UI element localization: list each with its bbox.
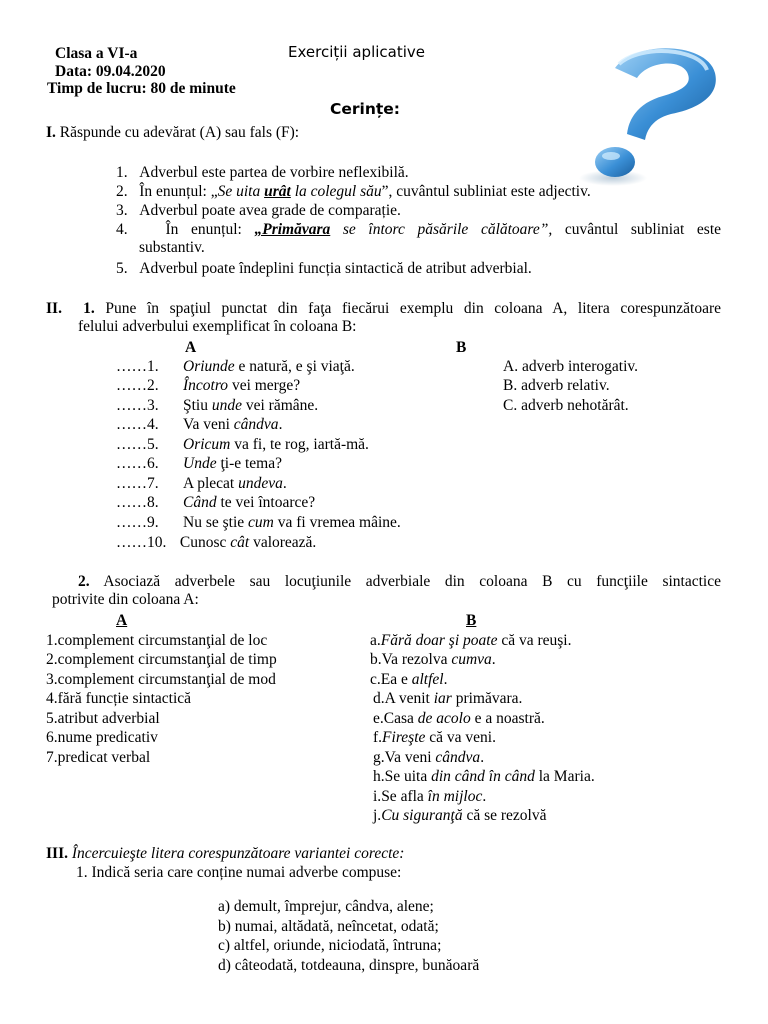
ex2-function-4: 4.fără funcție sintactică [46,690,192,707]
time-line: Timp de lucru: 80 de minute [47,80,236,97]
ex1-item-1: ……1. Oriunde e natură, e şi viaţă. [116,358,355,375]
s3-option-c: c) altfel, oriunde, niciodată, întruna; [218,937,442,954]
ex1-item-5: ……5. Oricum va fi, te rog, iartă-mă. [116,436,369,453]
ex1-item-8: ……8. Când te vei întoarce? [116,494,316,511]
section-2-ex1-instruction: II. 1. Pune în spaţiul punctat din faţa fiecărui exemplu din coloana A, litera corespunzătoare felului adverbului exemplificat în coloana B: [46,300,722,335]
ex2-col-b-header: B [466,612,477,629]
ex1-col-a-header: A [185,339,197,356]
ex1-col-b-header: B [456,339,467,356]
ex2-function-2: 2.complement circumstanţial de timp [46,651,277,668]
s1-item-2: 2. În enunțul: „Se uita urât la colegul său”, cuvântul subliniat este adjectiv. [116,183,591,200]
ex2-example-a: a.Fără doar şi poate că va reuşi. [370,632,572,649]
ex2-function-1: 1.complement circumstanţial de loc [46,632,268,649]
requirements-heading: Cerințe: [330,100,400,118]
ex1-item-7: ……7. A plecat undeva. [116,475,287,492]
ex2-function-5: 5.atribut adverbial [46,710,160,727]
ex1-item-10: ……10. Cunosc cât valorează. [116,534,317,551]
s1-item-1: 1. Adverbul este partea de vorbire neflexibilă. [116,164,409,181]
page-title: Exerciții aplicative [288,43,425,61]
s3-option-d: d) câteodată, totdeauna, dinspre, bunăoară [218,957,480,974]
ex2-example-h: h.Se uita din când în când la Maria. [373,768,595,785]
class-line: Clasa a VI-a [55,45,138,62]
ex2-example-b: b.Va rezolva cumva. [370,651,496,668]
ex2-example-i: i.Se afla în mijloc. [373,788,487,805]
section-1-instruction: I. Răspunde cu adevărat (A) sau fals (F): [46,124,300,141]
ex1-item-9: ……9. Nu se ştie cum va fi vremea mâine. [116,514,401,531]
question-mark-icon [575,38,725,188]
s3-option-a: a) demult, împrejur, cândva, alene; [218,898,434,915]
ex2-example-d: d.A venit iar primăvara. [373,690,523,707]
ex2-example-c: c.Ea e altfel. [370,671,448,688]
date-line: Data: 09.04.2020 [55,63,166,80]
s1-item-3: 3. Adverbul poate avea grade de comparație. [116,202,401,219]
s3-option-b: b) numai, altădată, neîncetat, odată; [218,918,439,935]
ex1-option-b: B. adverb relativ. [503,377,610,394]
s1-item-5: 5. Adverbul poate îndeplini funcția sintactică de atribut adverbial. [116,260,532,277]
ex1-item-3: ……3. Ştiu unde vei rămâne. [116,397,319,414]
ex2-example-g: g.Va veni cândva. [373,749,485,766]
ex2-example-e: e.Casa de acolo e a noastră. [373,710,545,727]
ex2-col-a-header: A [116,612,128,629]
section-2-ex2-instruction: 2. Asociază adverbele sau locuţiunile adverbiale din coloana B cu funcţiile sintactice potrivite din coloana A: [52,573,721,608]
section-3-instruction: III. Încercuieşte litera corespunzătoare variantei corecte: [46,845,405,862]
ex1-option-c: C. adverb nehotărât. [503,397,629,414]
ex2-example-j: j.Cu siguranţă că se rezolvă [373,807,547,824]
ex2-example-f: f.Fireşte că va veni. [373,729,496,746]
s1-item-4: 4. În enunțul: „Primăvara se întorc păsările călătoare”, cuvântul subliniat este substantiv. [116,221,722,256]
ex1-item-2: ……2. Încotro vei merge? [116,377,301,394]
ex2-function-6: 6.nume predicativ [46,729,158,746]
ex1-item-6: ……6. Unde ţi-e tema? [116,455,282,472]
ex2-function-7: 7.predicat verbal [46,749,151,766]
ex1-option-a: A. adverb interogativ. [503,358,639,375]
section-3-question-1: 1. Indică seria care conține numai adverbe compuse: [76,864,402,881]
ex1-item-4: ……4. Va veni cândva. [116,416,283,433]
ex2-function-3: 3.complement circumstanţial de mod [46,671,276,688]
